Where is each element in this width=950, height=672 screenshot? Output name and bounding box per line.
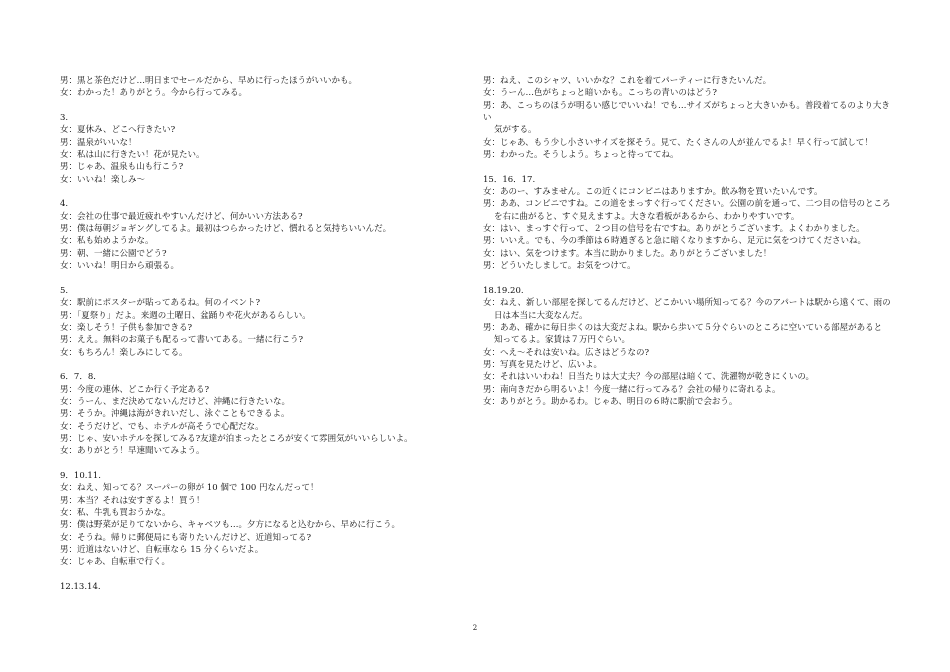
blank-line (60, 186, 480, 198)
dialogue-line: 女：わかった！ありがとう。今から行ってみる。 (60, 88, 248, 99)
page-number: 2 (472, 624, 478, 632)
dialogue-line: 男：ああ、コンビニですね。この道をまっすぐ行ってください。公園の前を通って、二つ目の信号のところ (483, 199, 891, 210)
dialogue-line: 女：もちろん！楽しみにしてる。 (60, 347, 188, 358)
blank-line (60, 359, 480, 371)
dialogue-line: 女：はい、気をつけます。本当に助かりました。ありがとうございました！ (483, 248, 772, 259)
dialogue-line: 男：ねえ、このシャツ、いいかな？これを着てパーティーに行きたいんだ。 (483, 76, 772, 86)
dialogue-line: 男：今度の連休、どこか行く予定ある? (60, 384, 210, 395)
dialogue-continuation: 日は本当に大変なんだ。 (494, 310, 588, 321)
dialogue-line: い (483, 113, 492, 124)
dialogue-line: 男：黒と茶色だけど…明日までセールだから、早めに行ったほうがいいかも。 (60, 76, 357, 86)
dialogue-line: 男：本当？それは安すぎるよ！買う！ (60, 495, 205, 506)
dialogue-line: 女：それはいいわね！日当たりは大丈夫？今の部屋は暗くて、洗濯物が乾きにくいの。 (483, 372, 814, 383)
dialogue-line: 女：ありがとう。助かるわ。じゃあ、明日の６時に駅前で会おう。 (483, 396, 738, 407)
dialogue-line: 女：ありがとう！早速聞いてみよう。 (60, 446, 205, 457)
dialogue-line: 男：どういたしまして。お気をつけて。 (483, 261, 636, 272)
dialogue-line: 女：いいね！明日から頑張る。 (60, 261, 180, 272)
blank-line (60, 100, 480, 112)
left-column (60, 75, 480, 593)
dialogue-line: 男：じゃ、安いホテルを探してみる?友達が泊まったところが安くて雰囲気がいいらしいよ。 (60, 433, 413, 444)
section-number: 18.19.20. (483, 285, 524, 296)
dialogue-line: 女：私も始めようかな。 (60, 236, 154, 247)
section-number: 9．10.11. (60, 471, 101, 481)
dialogue-line: 女：会社の仕事で最近疲れやすいんだけど、何かいい方法ある? (60, 211, 303, 222)
dialogue-continuation: 知ってるよ。家賃は７万円ぐらい。 (494, 335, 631, 346)
dialogue-line: 男：ああ、確かに毎日歩くのは大変だよね。駅から歩いて５分ぐらいのところに空いている部屋があると (483, 322, 883, 333)
dialogue-line: 女：あのー、すみません。この近くにコンビニはありますか。飲み物を買いたいんです。 (483, 187, 823, 198)
dialogue-line: 男：じゃあ、温泉も山も行こう? (60, 162, 184, 173)
dialogue-line: 男：朝、一緒に公園でどう? (60, 248, 167, 259)
section-number: 5. (60, 285, 69, 296)
dialogue-line: 女：はい、まっすぐ行って、２つ目の信号を右ですね。ありがとうございます。よくわかりました。 (483, 224, 865, 235)
blank-line (60, 569, 480, 581)
section-number: 4. (60, 199, 69, 210)
blank-line (60, 273, 480, 285)
dialogue-line: 女：私、牛乳も買おうかな。 (60, 508, 171, 519)
dialogue-continuation: 気がする。 (494, 125, 537, 136)
dialogue-line: 女：そうだけど、でも、ホテルが高そうで心配だな。 (60, 421, 264, 432)
dialogue-line: 男：南向きだから明るいよ！今度一緒に行ってみる？会社の帰りに寄れるよ。 (483, 384, 781, 395)
section-number: 3. (60, 113, 69, 124)
dialogue-line: 男：僕は毎朝ジョギングしてるよ。最初はつらかったけど、慣れると気持ちいいんだ。 (60, 224, 392, 235)
dialogue-line: 女：夏休み、どこへ行きたい? (60, 125, 176, 136)
dialogue-line: 女：じゃあ、自転車で行く。 (60, 557, 170, 568)
dialogue-line: 男：いいえ。でも、今の季節は６時過ぎると急に暗くなりますから、足元に気をつけてくださいね。 (483, 236, 867, 247)
dialogue-continuation: を右に曲がると、すぐ見えますよ。大きな看板があるから、わかりやすいです。 (494, 211, 800, 222)
dialogue-line: 男：「夏祭り」だよ。来週の土曜日、盆踊りや花火があるらしい。 (60, 310, 311, 321)
section-number: 6．7．8． (60, 372, 102, 383)
dialogue-line: 女：うーん…色がちょっと暗いかも。こっちの青いのはどう? (483, 88, 717, 99)
dialogue-line: 男：近道はないけど、自転車なら 15 分くらいだよ。 (60, 545, 264, 556)
dialogue-line: 女：楽しそう！子供も参加できる? (60, 322, 193, 333)
dialogue-line: 女：ねえ、新しい部屋を探してるんだけど、どこかいい場所知ってる？今のアパートは駅から遠くて、雨の (483, 298, 891, 309)
blank-line (483, 273, 913, 285)
dialogue-line: 女：へえ〜それは安いね。広さはどうなの? (483, 347, 650, 358)
dialogue-line: 男：僕は野菜が足りてないから、キャベツも…。夕方になると込むから、早めに行こう。 (60, 520, 401, 531)
dialogue-line: 女：じゃあ、もう少し小さいサイズを探そう。見て、たくさんの人が並んでるよ！早く行って試して！ (483, 137, 873, 148)
dialogue-line: 女：そうね。帰りに郵便局にも寄りたいんだけど、近道知ってる? (60, 532, 312, 543)
dialogue-line: 女：ねえ、知ってる？スーパーの卵が 10 個で 100 円なんだって！ (60, 483, 319, 494)
dialogue-line: 女：駅前にポスターが貼ってあるね。何のイベント? (60, 298, 261, 309)
blank-line (483, 161, 913, 173)
dialogue-line: 男：そうか。沖縄は海がきれいだし、泳ぐこともできるよ。 (60, 409, 290, 420)
section-number: 15．16．17. (483, 174, 536, 185)
blank-line (60, 458, 480, 470)
dialogue-line: 女：いいね！楽しみ〜 (60, 174, 146, 185)
dialogue-line: 男：あ、こっちのほうが明るい感じでいいね！でも…サイズがちょっと大きいかも。普段着てるのより大き (483, 100, 890, 111)
dialogue-line: 女：私は山に行きたい！花が見たい。 (60, 150, 205, 161)
dialogue-line: 女：うーん、まだ決めてないんだけど、沖縄に行きたいな。 (60, 396, 291, 407)
dialogue-line: 男：わかった。そうしよう。ちょっと待っててね。 (483, 150, 679, 161)
section-number: 12.13.14. (60, 582, 101, 593)
dialogue-line: 男：温泉がいいな！ (60, 137, 137, 148)
dialogue-line: 男：写真を見たけど、広いよ。 (483, 359, 603, 370)
right-column (483, 75, 913, 408)
dialogue-line: 男：ええ。無料のお菓子も配るって書いてある。一緒に行こう? (60, 335, 304, 346)
